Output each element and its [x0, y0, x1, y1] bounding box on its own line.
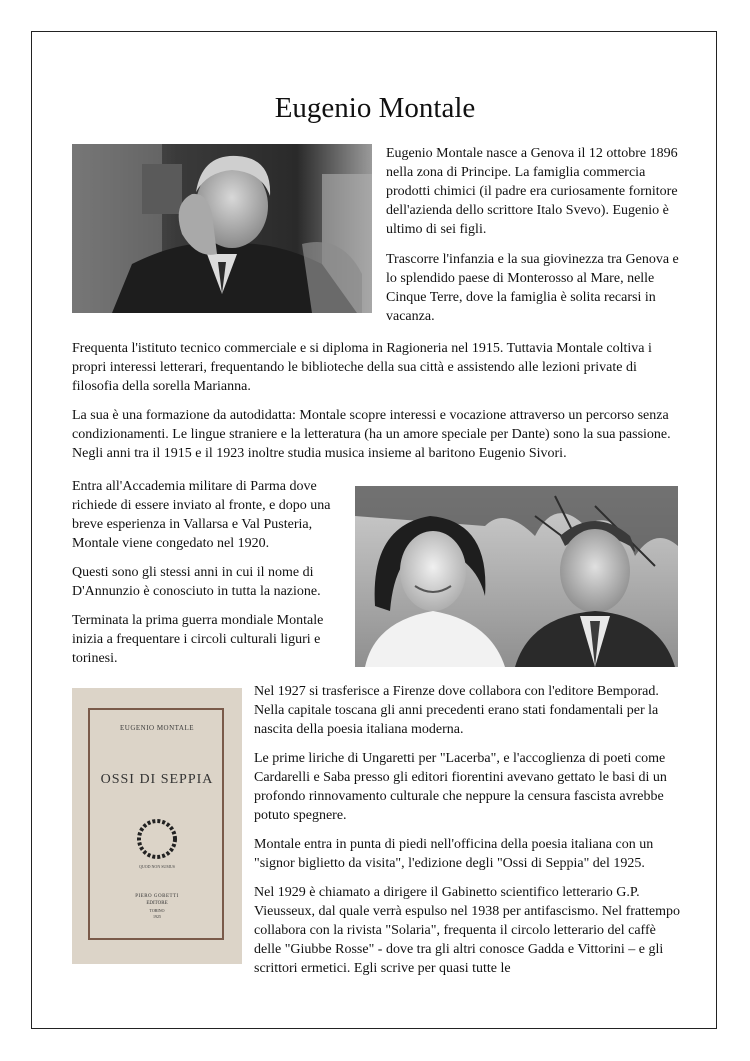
page-title: Eugenio Montale: [274, 92, 476, 124]
cover-publisher: PIERO GOBETTI: [135, 894, 179, 899]
paragraph-education: Frequenta l'istituto tecnico commerciale e si diploma in Ragioneria nel 1915. Tuttavia Montale coltiva i propri interessi letterari, frequentando le biblioteche della sua città e assistendo alle lezioni private di filosofia della sorella Marianna.: [72, 341, 652, 394]
paragraph-ossi: Montale entra in punta di piedi nell'officina della poesia italiana con un "signor biglietto da visita", l'edizione degli "Ossi di Seppia" del 1925.: [254, 837, 654, 871]
cover-seal-icon: [134, 816, 180, 862]
cover-title: OSSI DI SEPPIA: [100, 772, 214, 787]
cover-motto: QUOD NON SUMUS: [138, 864, 175, 869]
cover-publisher-role: EDITORE: [146, 901, 168, 906]
paragraph-ungaretti: Le prime liriche di Ungaretti per "Lacerba", e l'accoglienza di poeti come Cardarelli e Saba presso gli editori fiorentini avevano gettato le basi di un profondo rinnovamento culturale che neppure la censura fascista avrebbe potuto spegnere.: [254, 751, 667, 823]
montale-couple-photo: [355, 486, 678, 667]
cover-author: EUGENIO MONTALE: [119, 724, 194, 732]
paragraph-florence: Nel 1927 si trasferisce a Firenze dove collabora con l'editore Bemporad. Nella capitale toscana gli anni precedenti erano stati fondamentali per la nascita della poesia italiana moderna.: [254, 684, 659, 737]
paragraph-military: Entra all'Accademia militare di Parma dove richiede di essere inviato al fronte, e dopo una breve esperienza in Vallarsa e Val Pusteria, Montale viene congedato nel 1920.: [72, 479, 331, 551]
paragraph-birth: Eugenio Montale nasce a Genova il 12 ottobre 1896 nella zona di Principe. La famiglia commercia prodotti chimici (il padre era curiosamente fornitore dell'azienda dello scrittore Italo Svevo). Eugenio è ultimo di sei figli.: [386, 146, 678, 237]
paragraph-childhood: Trascorre l'infanzia e la sua giovinezza tra Genova e lo splendido paese di Monterosso al Mare, nelle Cinque Terre, dove la famiglia è solita recarsi in vacanza.: [386, 252, 679, 324]
cover-year: 1925: [153, 914, 161, 919]
paragraph-dannunzio: Questi sono gli stessi anni in cui il nome di D'Annunzio è conosciuto in tutta la nazione.: [72, 565, 321, 599]
montale-portrait-photo: [72, 144, 372, 313]
ossi-di-seppia-cover: [72, 688, 242, 964]
paragraph-vieusseux: Nel 1929 è chiamato a dirigere il Gabinetto scientifico letterario G.P. Vieusseux, dal quale verrà espulso nel 1938 per antifascismo. Nel frattempo collabora con la rivista "Solaria", frequenta il circolo letterario del caffè delle "Giubbe Rosse" - dove tra gli altri conosce Gadda e Vittorini – e gli scrittori ermetici. Egli scrive per quasi tutte le: [254, 885, 681, 976]
paragraph-after-war: Terminata la prima guerra mondiale Montale inizia a frequentare i circoli culturali liguri e torinesi.: [72, 613, 324, 666]
paragraph-autodidact: La sua è una formazione da autodidatta: Montale scopre interessi e vocazione attraverso un percorso senza condizionamenti. Le lingue straniere e la letteratura (ha un amore speciale per Dante) sono la sua passione. Negli anni tra il 1915 e il 1923 inoltre studia musica insieme al baritono Eugenio Sivori.: [72, 408, 671, 461]
cover-city: TORINO: [149, 908, 165, 913]
